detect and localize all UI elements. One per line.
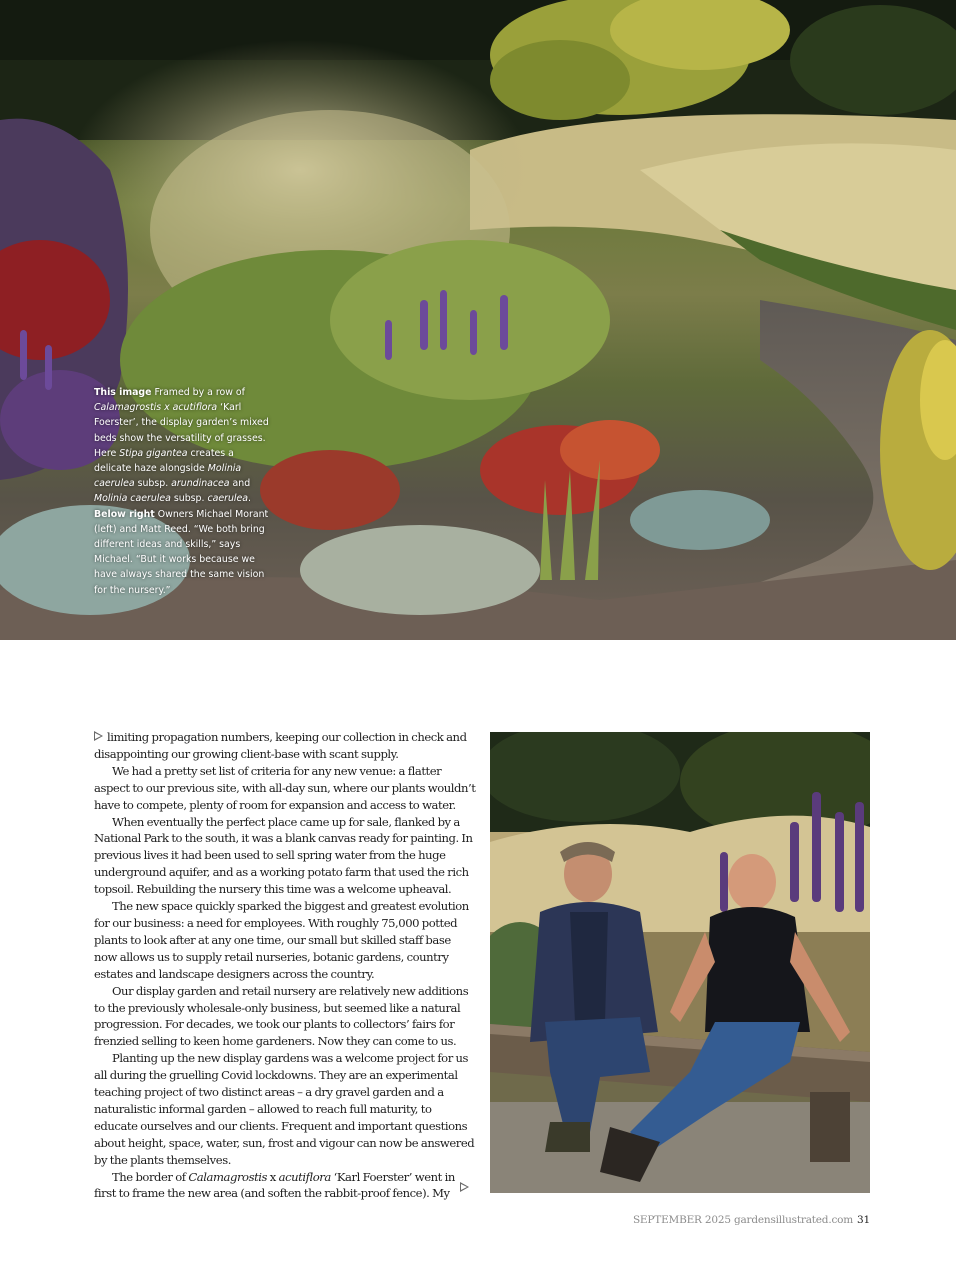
caption-label-below-right: Below right	[94, 508, 155, 520]
paragraph-2: We had a pretty set list of criteria for any new venue: a flatter aspect to our previous site, with all-day sun, where our plants wouldn’t have to compete, plenty of room for expansion and access to water.	[94, 763, 476, 812]
caption-plant-name: Molinia caerulea	[94, 463, 242, 490]
caption-plant-name: Molinia caerulea	[94, 493, 171, 505]
caption-text: ‘Karl Foerster’, the display garden’s mixed beds show the versatility of grasses. Here	[94, 402, 269, 459]
paragraph-5: Our display garden and retail nursery are relatively new additions to the previously wholesale-only business, but seemed like a natural progression. For decades, we took our plants to collectors’ fairs for frenzied selling to keen home gardeners. Now they can come to us.	[94, 983, 469, 1049]
caption-plant-name: Stipa gigantea	[119, 447, 188, 459]
caption-text: .	[248, 493, 252, 505]
issue-and-website: SEPTEMBER 2025 gardensillustrated.com	[632, 1214, 854, 1226]
caption-plant-name: Calamagrostis x acutiflora	[94, 402, 218, 414]
page-footer	[633, 1214, 870, 1226]
paragraph-7	[94, 1169, 476, 1203]
paragraph-text: x	[269, 1169, 276, 1184]
caption-text: Framed by a row of	[154, 387, 245, 398]
paragraph-1	[94, 729, 476, 763]
continues-triangle-icon	[460, 1182, 469, 1192]
article-body	[94, 729, 476, 1202]
continued-triangle-icon	[94, 731, 103, 741]
paragraph-4: The new space quickly sparked the biggest and greatest evolution for our business: a need for employees. With roughly 75,000 potted plants to look after at any one time, our small but skilled staff base now allows us to supply retail nurseries, botanic gardens, country estates and landscape designers across the country.	[94, 899, 469, 981]
plant-name: Calamagrostis	[188, 1169, 268, 1184]
plant-name: acutiflora	[278, 1169, 331, 1184]
caption-this-image	[94, 385, 270, 507]
caption-text: and	[232, 478, 251, 490]
paragraph-text: limiting propagation numbers, keeping our collection in check and disappointing our growing client-base with scant supply.	[94, 730, 467, 761]
paragraph-text: The border of	[112, 1169, 186, 1184]
caption-label-this-image: This image	[94, 387, 152, 398]
paragraph-3: When eventually the perfect place came up for sale, flanked by a National Park to the south, it was a blank canvas ready for painting. In previous lives it had been used to sell spring water from the huge underground aquifer, and as a working potato farm that used the rich topsoil. Rebuilding the nursery this time was a welcome upheaval.	[94, 814, 473, 897]
photo-caption	[94, 385, 270, 598]
caption-plant-name: arundinacea	[171, 478, 230, 490]
paragraph-6: Planting up the new display gardens was a welcome project for us all during the gruelling Covid lockdowns. They are an experimental teaching project of two distinct areas – a dry gravel garden and a naturalistic informal garden – allowed to reach full maturity, to educate ourselves and our clients. Frequent and important questions about height, space, water, sun, frost and vigour can now be answered by the plants themselves.	[94, 1051, 475, 1167]
paragraph-text: ‘Karl Foerster’ went in first to frame the new area (and soften the rabbit-proof fence). My	[94, 1169, 455, 1201]
caption-text: creates a delicate haze alongside	[94, 447, 234, 475]
caption-plant-name: caerulea	[207, 493, 249, 505]
caption-text: Owners Michael Morant (left) and Matt Reed. “We both bring different ideas and skills,” says Michael. “But it works because we have always shared the same vision for the nursery.”	[94, 508, 269, 596]
page-number: 31	[857, 1214, 870, 1226]
owners-portrait-photo	[490, 732, 870, 1193]
caption-text: subsp.	[137, 478, 169, 490]
caption-text: subsp.	[173, 493, 205, 505]
owners-scene-illustration	[490, 732, 870, 1193]
caption-below-right	[94, 507, 270, 598]
